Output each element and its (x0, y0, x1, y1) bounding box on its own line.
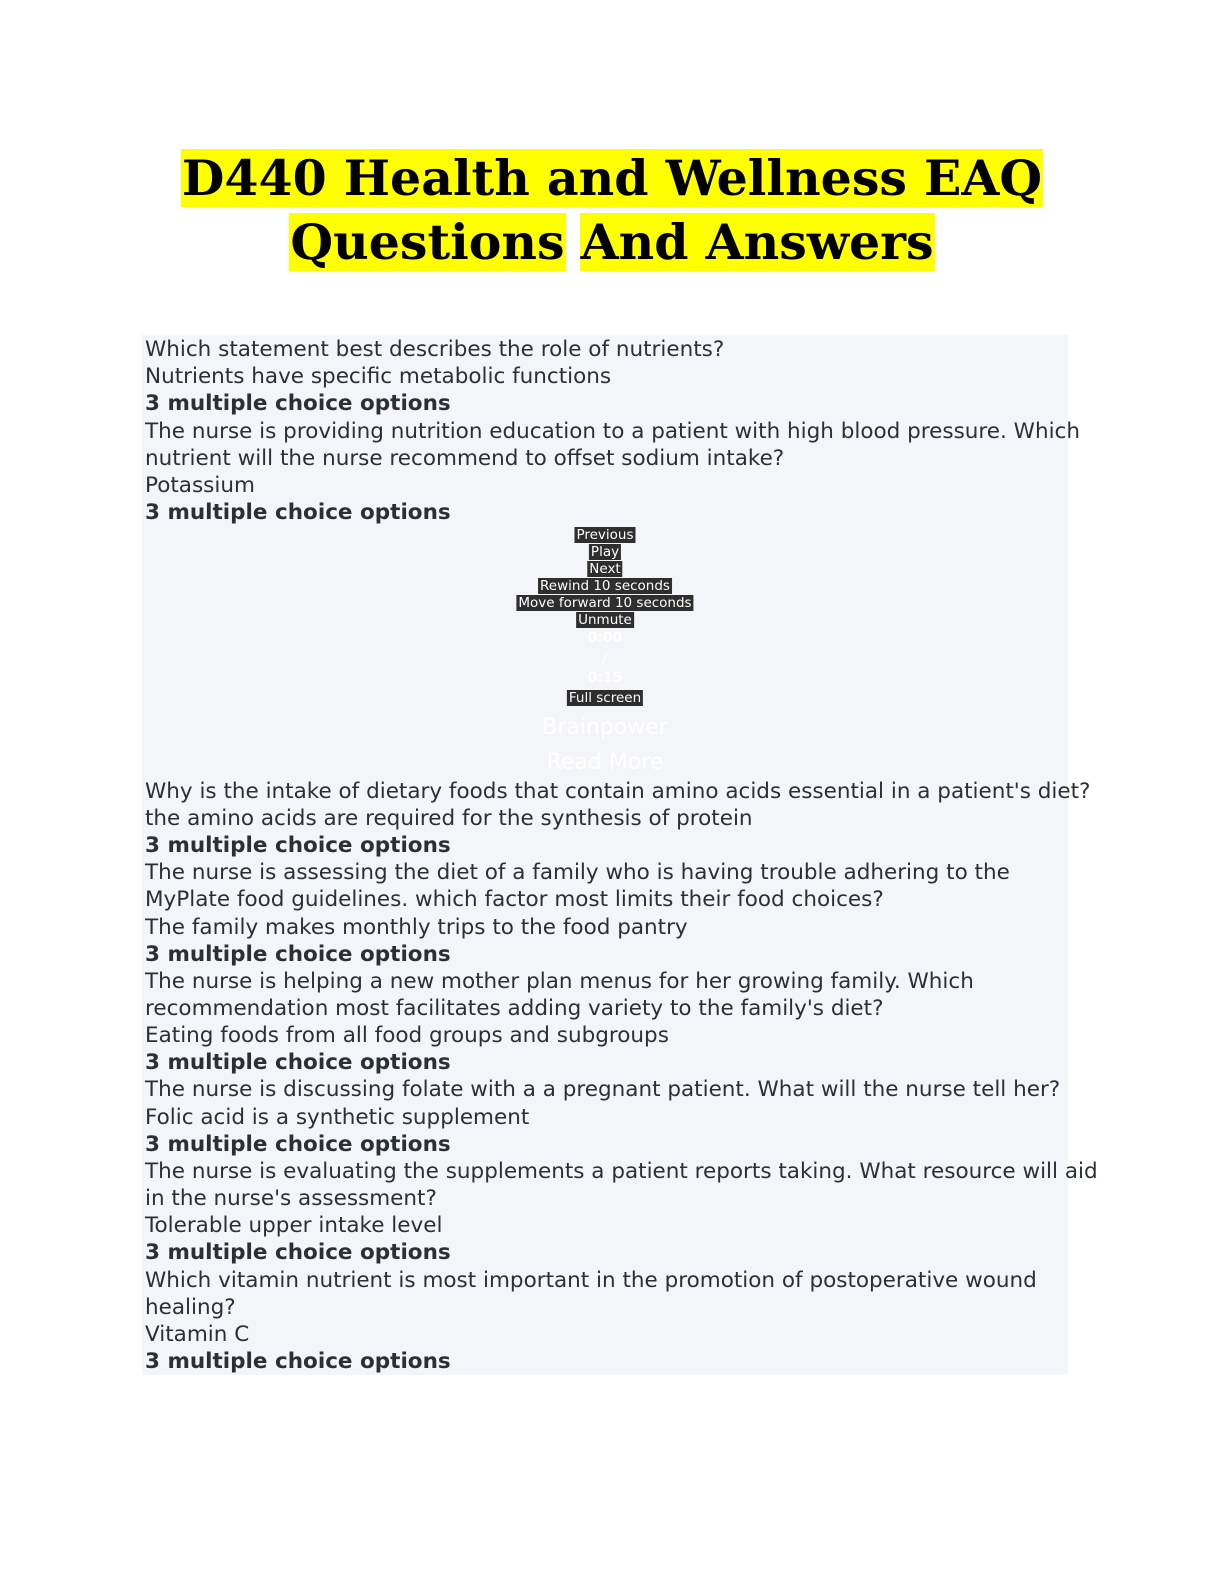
answer-text: Eating foods from all food groups and subgroups (145, 1023, 669, 1048)
choice-note: 3 multiple choice options (145, 1132, 451, 1157)
answer-text: the amino acids are required for the synthesis of protein (145, 806, 753, 831)
question-text: recommendation most facilitates adding variety to the family's diet? (145, 996, 884, 1021)
unmute-button[interactable]: Unmute (578, 612, 632, 628)
choice-note: 3 multiple choice options (145, 1349, 451, 1374)
document-title (0, 146, 1224, 274)
question-text: nutrient will the nurse recommend to offset sodium intake? (145, 446, 785, 471)
rewind-button[interactable]: Rewind 10 seconds (540, 578, 670, 594)
question-text: in the nurse's assessment? (145, 1186, 437, 1211)
answer-text: Tolerable upper intake level (145, 1213, 443, 1238)
title-line-1: D440 Health and Wellness EAQ (181, 149, 1043, 207)
answer-text: Folic acid is a synthetic supplement (145, 1105, 530, 1130)
fullscreen-button[interactable]: Full screen (568, 690, 642, 706)
question-text: The nurse is evaluating the supplements a patient reports taking. What resource will aid (145, 1159, 1098, 1184)
choice-note: 3 multiple choice options (145, 942, 451, 967)
question-text: Why is the intake of dietary foods that contain amino acids essential in a patient's diet? (145, 779, 1091, 804)
total-time: 0:15 (587, 670, 623, 686)
question-text: Which statement best describes the role of nutrients? (145, 337, 725, 362)
choice-note: 3 multiple choice options (145, 833, 451, 858)
choice-note: 3 multiple choice options (145, 1050, 451, 1075)
forward-button[interactable]: Move forward 10 seconds (518, 595, 692, 611)
question-text: The nurse is providing nutrition education to a patient with high blood pressure. Which (145, 419, 1080, 444)
answer-text: Nutrients have specific metabolic functions (145, 364, 612, 389)
choice-note: 3 multiple choice options (145, 1240, 451, 1265)
read-more-link[interactable]: Read More (546, 750, 664, 775)
qa-content (142, 335, 1098, 1375)
brand-label: Brainpower (542, 715, 668, 740)
question-text: Which vitamin nutrient is most important in the promotion of postoperative wound (145, 1268, 1037, 1293)
choice-note: 3 multiple choice options (145, 391, 451, 416)
title-line-2: Questions And Answers (290, 213, 934, 271)
current-time: 0:00 (587, 630, 623, 646)
previous-button[interactable]: Previous (576, 527, 634, 543)
time-separator: / (602, 650, 608, 666)
question-text: The nurse is assessing the diet of a family who is having trouble adhering to the (145, 860, 1010, 885)
answer-text: The family makes monthly trips to the food pantry (145, 915, 688, 940)
next-button[interactable]: Next (589, 561, 621, 577)
choice-note: 3 multiple choice options (145, 500, 451, 525)
question-text: MyPlate food guidelines. which factor most limits their food choices? (145, 887, 884, 912)
question-text: The nurse is discussing folate with a a pregnant patient. What will the nurse tell her? (145, 1077, 1061, 1102)
answer-text: Vitamin C (145, 1322, 250, 1347)
question-text: healing? (145, 1295, 236, 1320)
question-text: The nurse is helping a new mother plan menus for her growing family. Which (145, 969, 974, 994)
play-button[interactable]: Play (590, 544, 620, 560)
answer-text: Potassium (145, 473, 255, 498)
